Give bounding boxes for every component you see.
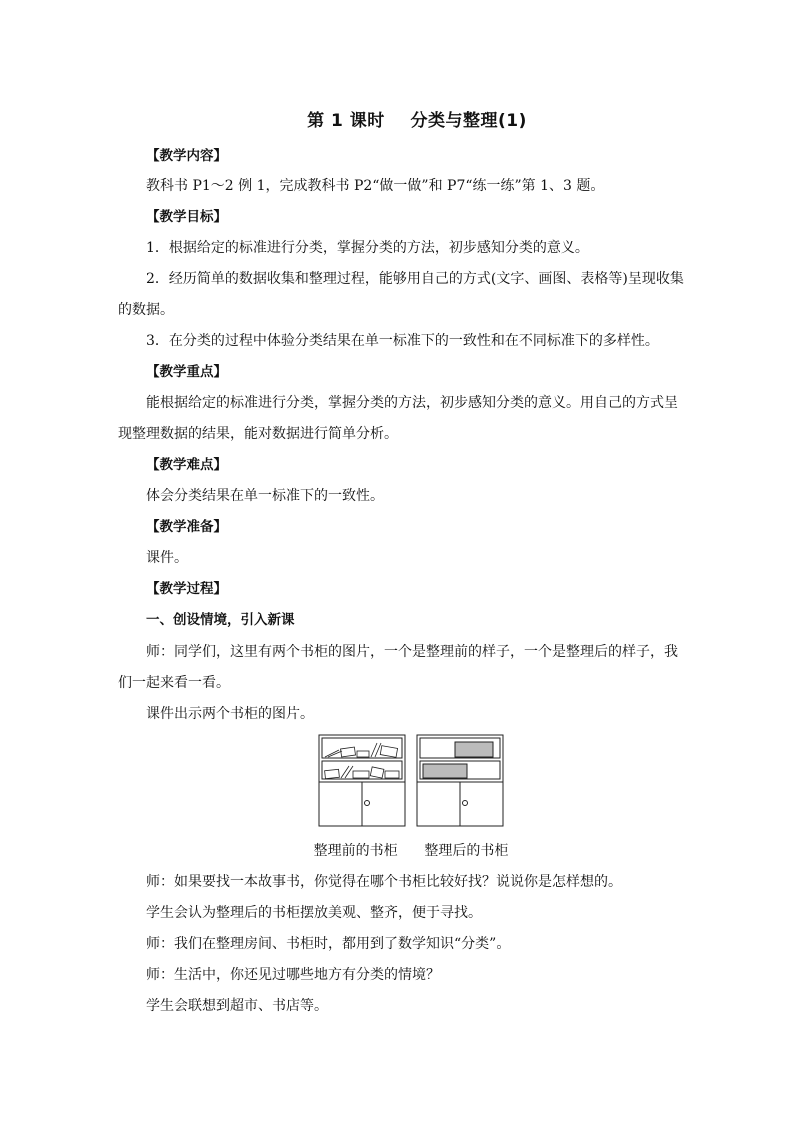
paragraph: 们一起来看一看。 [118, 675, 230, 691]
section-heading-prep: 【教学准备】 [146, 519, 227, 535]
section-heading-difficulty: 【教学难点】 [146, 457, 227, 473]
paragraph: 能根据给定的标准进行分类，掌握分类的方法，初步感知分类的意义。用自己的方式呈 [146, 395, 678, 411]
bookshelf-before [319, 735, 405, 826]
paragraph: 课件出示两个书柜的图片。 [146, 706, 314, 722]
paragraph: 体会分类结果在单一标准下的一致性。 [146, 488, 384, 504]
paragraph: 学生会认为整理后的书柜摆放美观、整齐，便于寻找。 [146, 905, 482, 921]
paragraph: 师：如果要找一本故事书，你觉得在哪个书柜比较好找？说说你是怎样想的。 [146, 874, 622, 890]
paragraph: 学生会联想到超市、书店等。 [146, 998, 328, 1014]
section-heading-content: 【教学内容】 [146, 148, 227, 164]
paragraph: 教科书 P1～2 例 1，完成教科书 P2“做一做”和 P7“练一练”第 1、3 题。 [146, 178, 605, 194]
paragraph: 1．根据给定的标准进行分类，掌握分类的方法，初步感知分类的意义。 [146, 240, 589, 256]
paragraph: 现整理数据的结果，能对数据进行简单分析。 [118, 426, 398, 442]
paragraph: 3．在分类的过程中体验分类结果在单一标准下的一致性和在不同标准下的多样性。 [146, 333, 659, 349]
step-heading: 一、创设情境，引入新课 [146, 612, 295, 628]
paragraph: 师：生活中，你还见过哪些地方有分类的情境？ [146, 967, 440, 983]
paragraph: 的数据。 [118, 302, 174, 318]
lesson-title: 第 1 课时 分类与整理(1) [307, 111, 527, 131]
section-heading-key: 【教学重点】 [146, 364, 227, 380]
paragraph: 2．经历简单的数据收集和整理过程，能够用自己的方式(文字、画图、表格等)呈现收集 [146, 271, 684, 287]
section-heading-process: 【教学过程】 [146, 581, 227, 597]
figure-caption: 整理前的书柜 整理后的书柜 [313, 843, 509, 859]
bookshelves-illustration [317, 733, 507, 828]
paragraph: 课件。 [146, 550, 188, 566]
paragraph: 师：我们在整理房间、书柜时，都用到了数学知识“分类”。 [146, 936, 511, 952]
bookshelf-after [417, 735, 503, 826]
paragraph: 师：同学们，这里有两个书柜的图片，一个是整理前的样子，一个是整理后的样子，我 [146, 644, 678, 660]
section-heading-goals: 【教学目标】 [146, 209, 227, 225]
